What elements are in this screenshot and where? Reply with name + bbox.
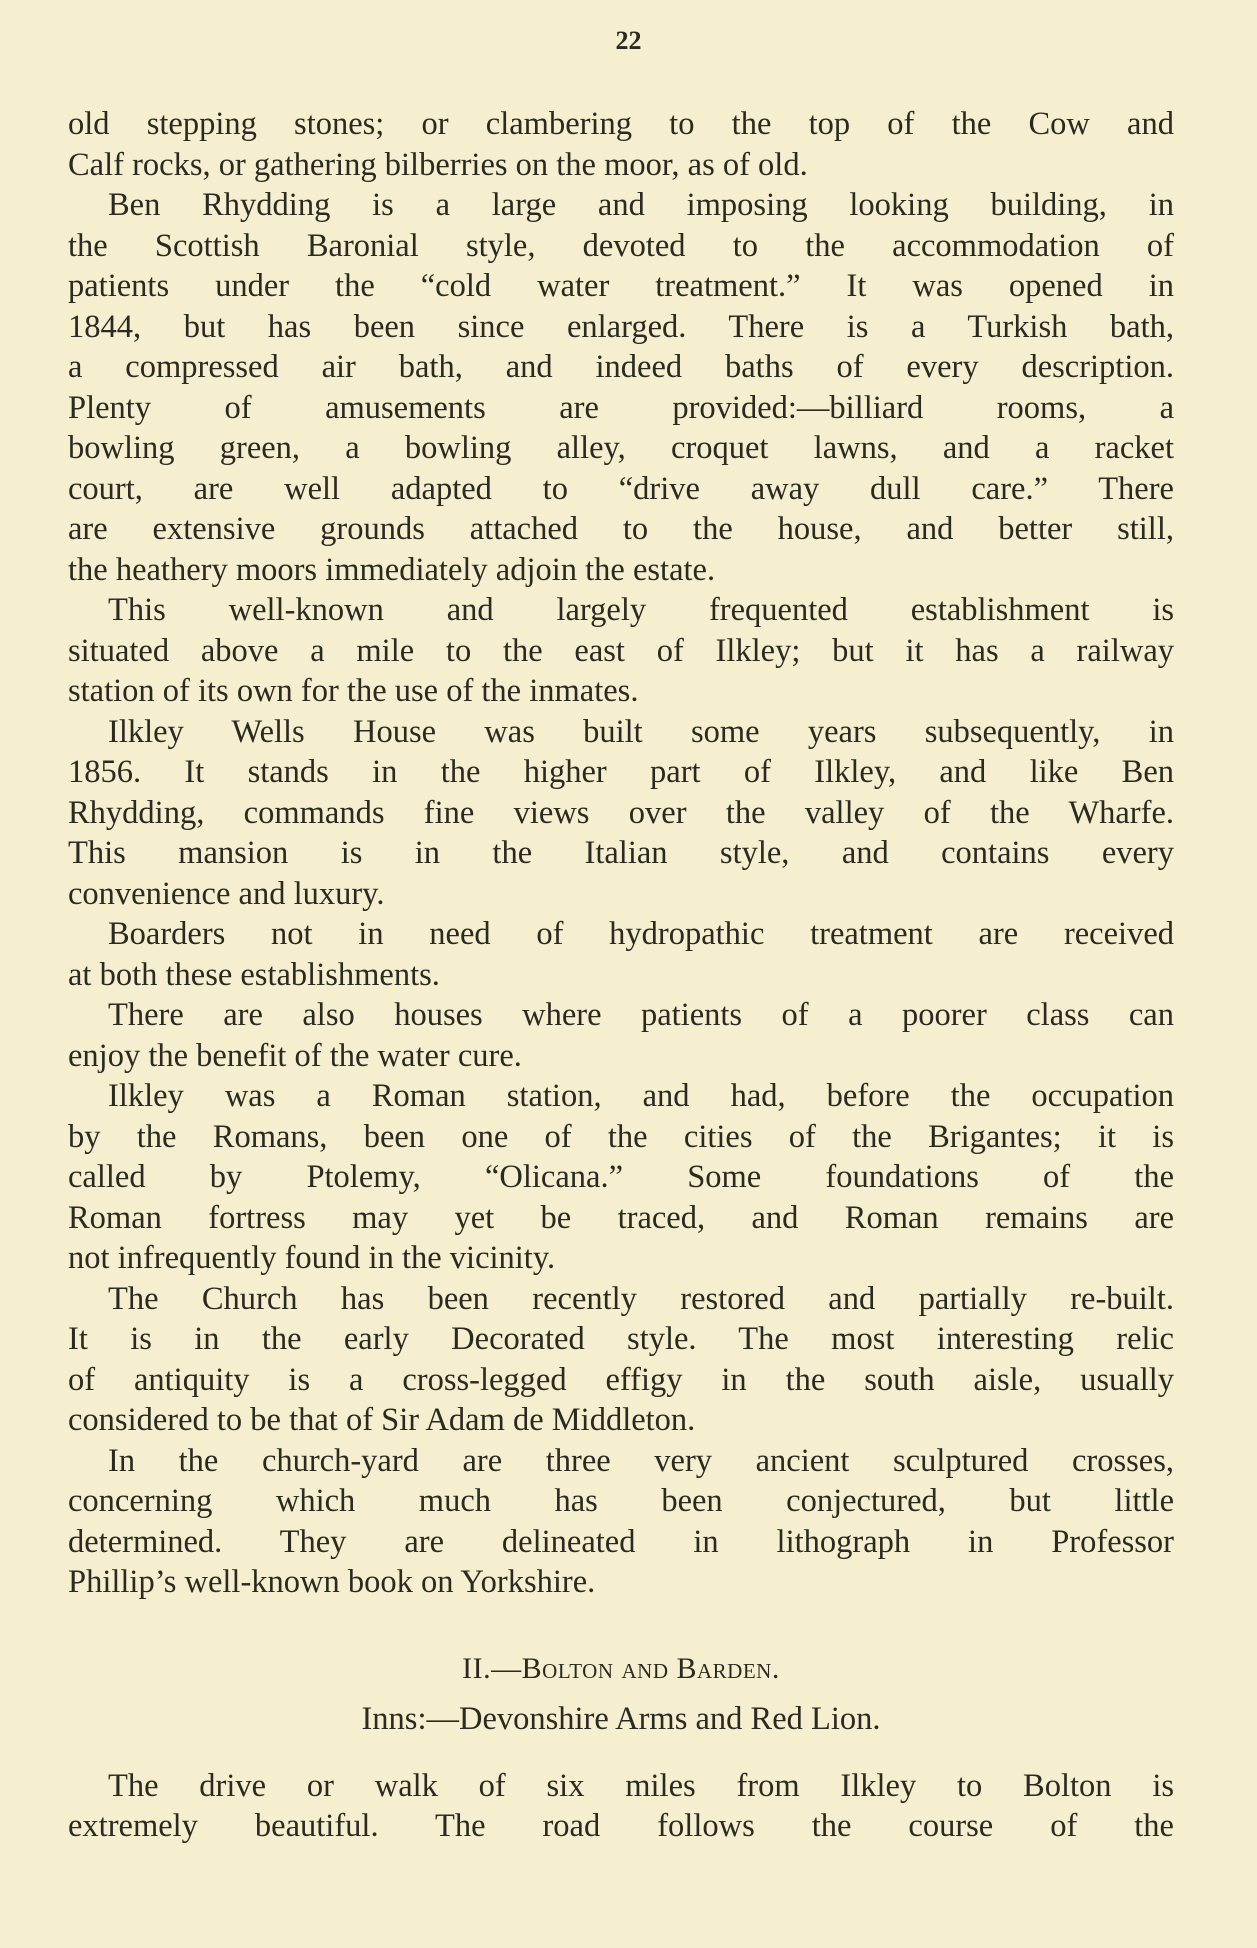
text-line: This well-known and largely frequented establishment is — [108, 592, 1174, 628]
text-line: There are also houses where patients of a poorer class can — [108, 997, 1174, 1033]
text-line: Rhydding, commands fine views over the valley of the Wharfe. — [68, 794, 1174, 831]
text-line: The drive or walk of six miles from Ilkley to Bolton is — [108, 1767, 1174, 1804]
text-section-bolton — [68, 1766, 1174, 1847]
text-line: concerning which much has been conjectured, but little — [68, 1483, 1174, 1519]
text-line: Ilkley Wells House was built some years subsequently, in — [108, 713, 1174, 750]
text-line: Calf rocks, or gathering bilberries on the moor, as of old. — [68, 146, 808, 183]
text-line: at both these establishments. — [68, 956, 440, 993]
text-line: 1856. It stands in the higher part of Ilkley, and like Ben — [68, 754, 1174, 790]
text-line: The Church has been recently restored and partially re-built. — [108, 1280, 1174, 1317]
paragraph — [68, 1076, 1174, 1279]
section-number: II.— — [462, 1651, 522, 1685]
text-line: station of its own for the use of the inmates. — [68, 673, 639, 709]
text-line: called by Ptolemy, “Olicana.” Some foundations of the — [68, 1159, 1174, 1195]
text-line: Plenty of amusements are provided:—billiard rooms, a — [68, 389, 1174, 426]
text-line: bowling green, a bowling alley, croquet lawns, and a racket — [68, 430, 1174, 466]
text-line: determined. They are delineated in lithograph in Professor — [68, 1523, 1174, 1560]
paragraph — [68, 1279, 1174, 1441]
section-title: Bolton and Barden. — [521, 1651, 780, 1685]
paragraph — [68, 185, 1174, 590]
text-line: old stepping stones; or clambering to the top of the Cow and — [68, 106, 1174, 142]
section-heading — [68, 1649, 1174, 1689]
text-line: Ben Rhydding is a large and imposing looking building, in — [108, 187, 1174, 223]
text-line: extremely beautiful. The road follows the course of the — [68, 1808, 1174, 1844]
text-line: considered to be that of Sir Adam de Middleton. — [68, 1402, 696, 1438]
text-line: Boarders not in need of hydropathic treatment are received — [108, 916, 1174, 952]
text-line: situated above a mile to the east of Ilkley; but it has a railway — [68, 632, 1174, 669]
text-line: court, are well adapted to “drive away dull care.” There — [68, 470, 1174, 507]
text-line: In the church-yard are three very ancient sculptured crosses, — [108, 1442, 1174, 1479]
text-section-ilkley — [68, 104, 1174, 1603]
page-number: 22 — [615, 26, 642, 55]
page-body — [68, 104, 1174, 1847]
text-line: a compressed air bath, and indeed baths of every description. — [68, 349, 1174, 385]
text-line: Roman fortress may yet be traced, and Roman remains are — [68, 1199, 1174, 1236]
text-line: the heathery moors immediately adjoin the estate. — [68, 551, 716, 588]
text-line: This mansion is in the Italian style, and contains every — [68, 835, 1174, 871]
text-line: of antiquity is a cross-legged effigy in the south aisle, usually — [68, 1361, 1174, 1398]
text-line: are extensive grounds attached to the house, and better still, — [68, 511, 1174, 547]
paragraph — [68, 914, 1174, 995]
paragraph — [68, 995, 1174, 1076]
text-line: Ilkley was a Roman station, and had, before the occupation — [108, 1078, 1174, 1114]
section-inns: Inns:—Devonshire Arms and Red Lion. — [361, 1700, 881, 1737]
paragraph — [68, 1766, 1174, 1847]
paragraph — [68, 1441, 1174, 1603]
text-line: Phillip’s well-known book on Yorkshire. — [68, 1564, 596, 1600]
text-line: convenience and luxury. — [68, 875, 385, 912]
text-line: not infrequently found in the vicinity. — [68, 1240, 556, 1276]
text-line: patients under the “cold water treatment.” It was opened in — [68, 268, 1174, 304]
paragraph — [68, 712, 1174, 915]
paragraph — [68, 104, 1174, 185]
text-line: It is in the early Decorated style. The most interesting relic — [68, 1321, 1174, 1357]
text-line: enjoy the benefit of the water cure. — [68, 1037, 522, 1074]
text-line: the Scottish Baronial style, devoted to the accommodation of — [68, 227, 1174, 264]
text-line: 1844, but has been since enlarged. There is a Turkish bath, — [68, 308, 1174, 345]
paragraph — [68, 590, 1174, 712]
text-line: by the Romans, been one of the cities of the Brigantes; it is — [68, 1118, 1174, 1155]
